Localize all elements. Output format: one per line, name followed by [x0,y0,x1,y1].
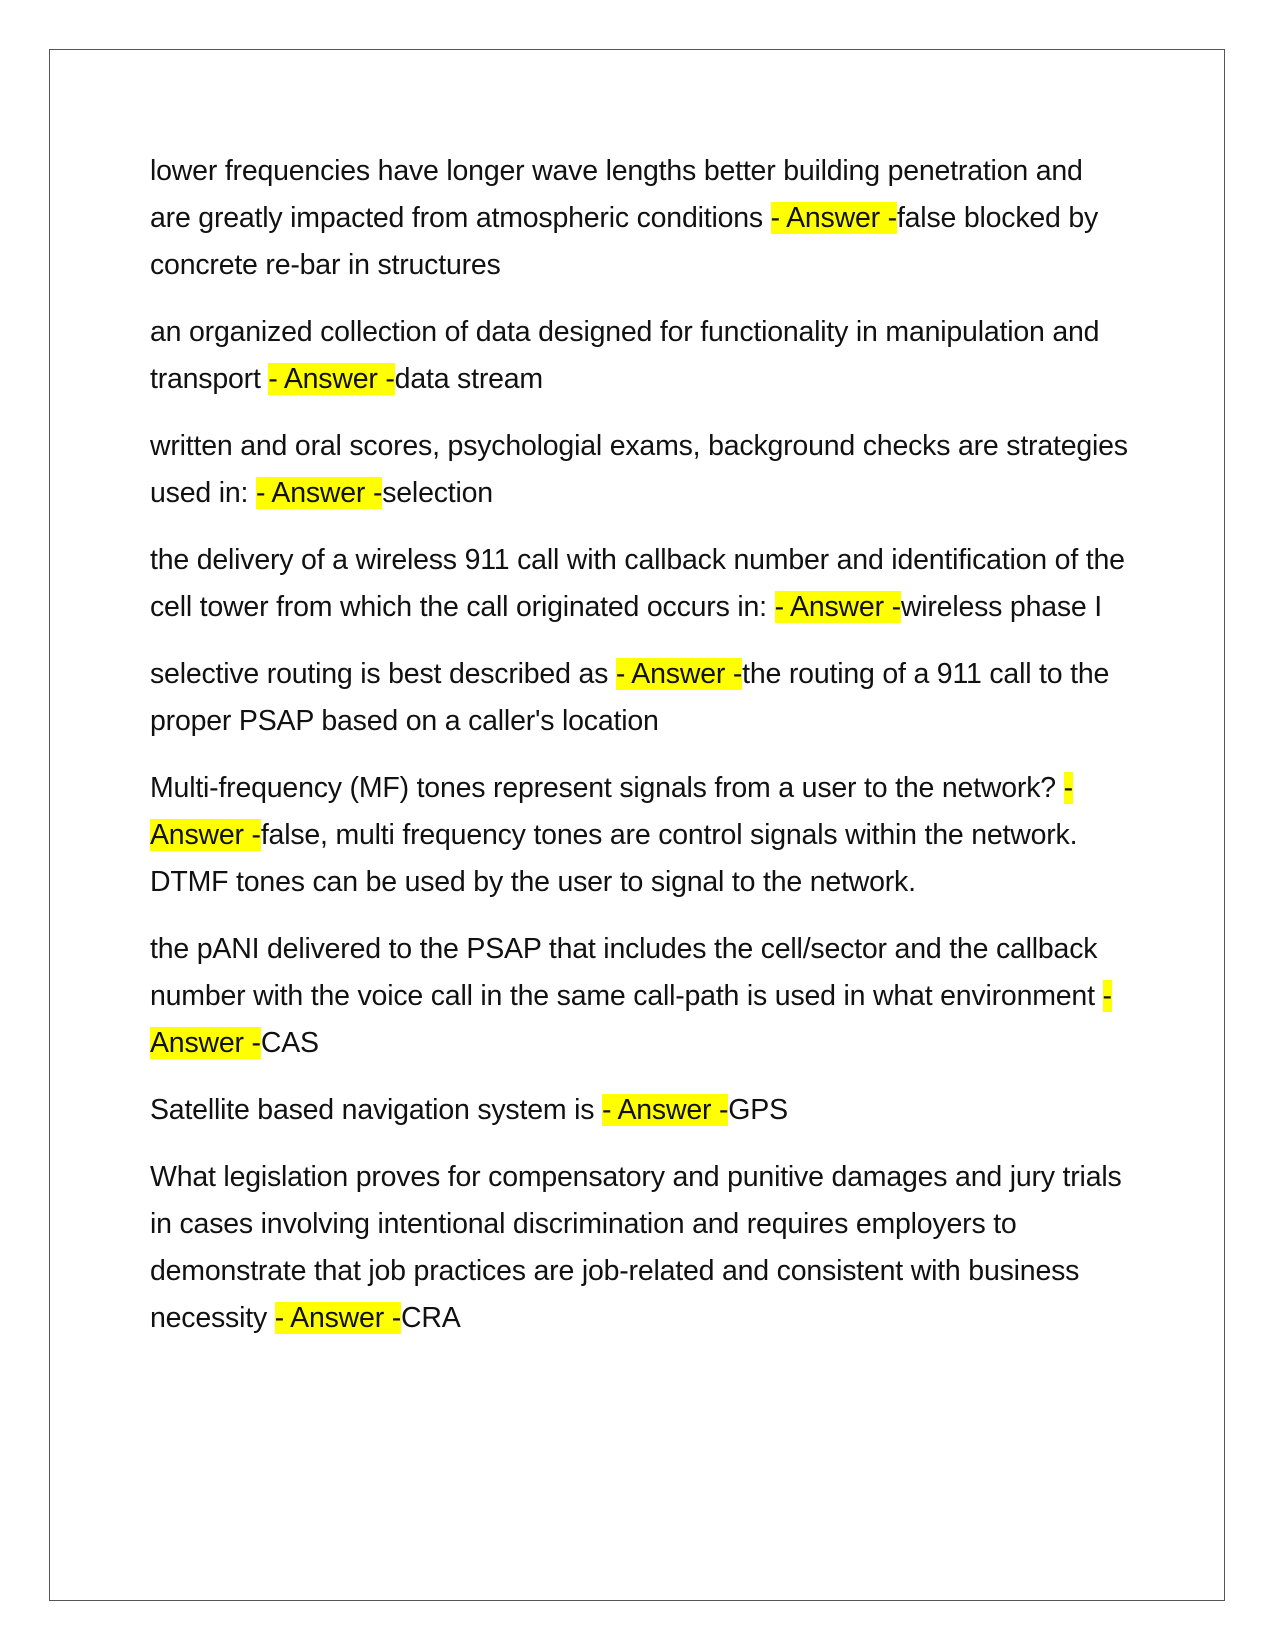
answer-separator: - Answer - [602,1094,729,1126]
document-body [150,148,1130,1362]
answer-separator: - Answer - [615,658,743,690]
question-text: written and oral scores, psychologial exams, background checks are strategies used in: [150,430,1128,509]
answer-text: selection [382,477,493,509]
answer-text: false blocked by concrete re-bar in structures [150,202,1099,281]
answer-text: data stream [394,363,543,395]
answer-text: CRA [401,1302,461,1334]
question-text: selective routing is best described as [150,658,616,690]
answer-text: the routing of a 911 call to the proper PSAP based on a caller's location [150,658,1110,737]
qa-item-2 [150,309,1130,403]
answer-text: wireless phase I [900,591,1103,623]
qa-item-8 [150,1087,1130,1134]
question-text: the pANI delivered to the PSAP that includes the cell/sector and the callback number with the voice call in the same call-path is used in what environment [150,933,1103,1012]
answer-separator: - Answer - [150,980,1112,1059]
answer-text: GPS [728,1094,788,1126]
answer-separator: - Answer - [770,202,897,234]
question-text: Multi-frequency (MF) tones represent signals from a user to the network? [150,772,1064,804]
answer-separator: - Answer - [150,772,1073,851]
qa-item-6 [150,765,1130,906]
answer-separator: - Answer - [268,363,395,395]
answer-separator: - Answer - [255,477,383,509]
question-text: an organized collection of data designed for functionality in manipulation and transport [150,316,1100,395]
question-text: lower frequencies have longer wave lengths better building penetration and are greatly impacted from atmospheric conditions [150,155,1083,234]
answer-text: false, multi frequency tones are control signals within the network. DTMF tones can be used by the user to signal to the network. [150,819,1078,898]
qa-item-4 [150,537,1130,631]
question-text: the delivery of a wireless 911 call with callback number and identification of the cell tower from which the call originated occurs in: [150,544,1125,623]
question-text: Satellite based navigation system is [150,1094,603,1126]
qa-item-9 [150,1154,1130,1342]
qa-item-3 [150,423,1130,517]
answer-separator: - Answer - [274,1302,402,1334]
answer-text: CAS [260,1027,319,1059]
answer-separator: - Answer - [774,591,901,623]
qa-item-1 [150,148,1130,289]
question-text: What legislation proves for compensatory and punitive damages and jury trials in cases involving intentional discrimination and requires employers to demonstrate that job practices are job-related and consistent with business necessity [150,1161,1122,1334]
qa-item-5 [150,651,1130,745]
qa-item-7 [150,926,1130,1067]
